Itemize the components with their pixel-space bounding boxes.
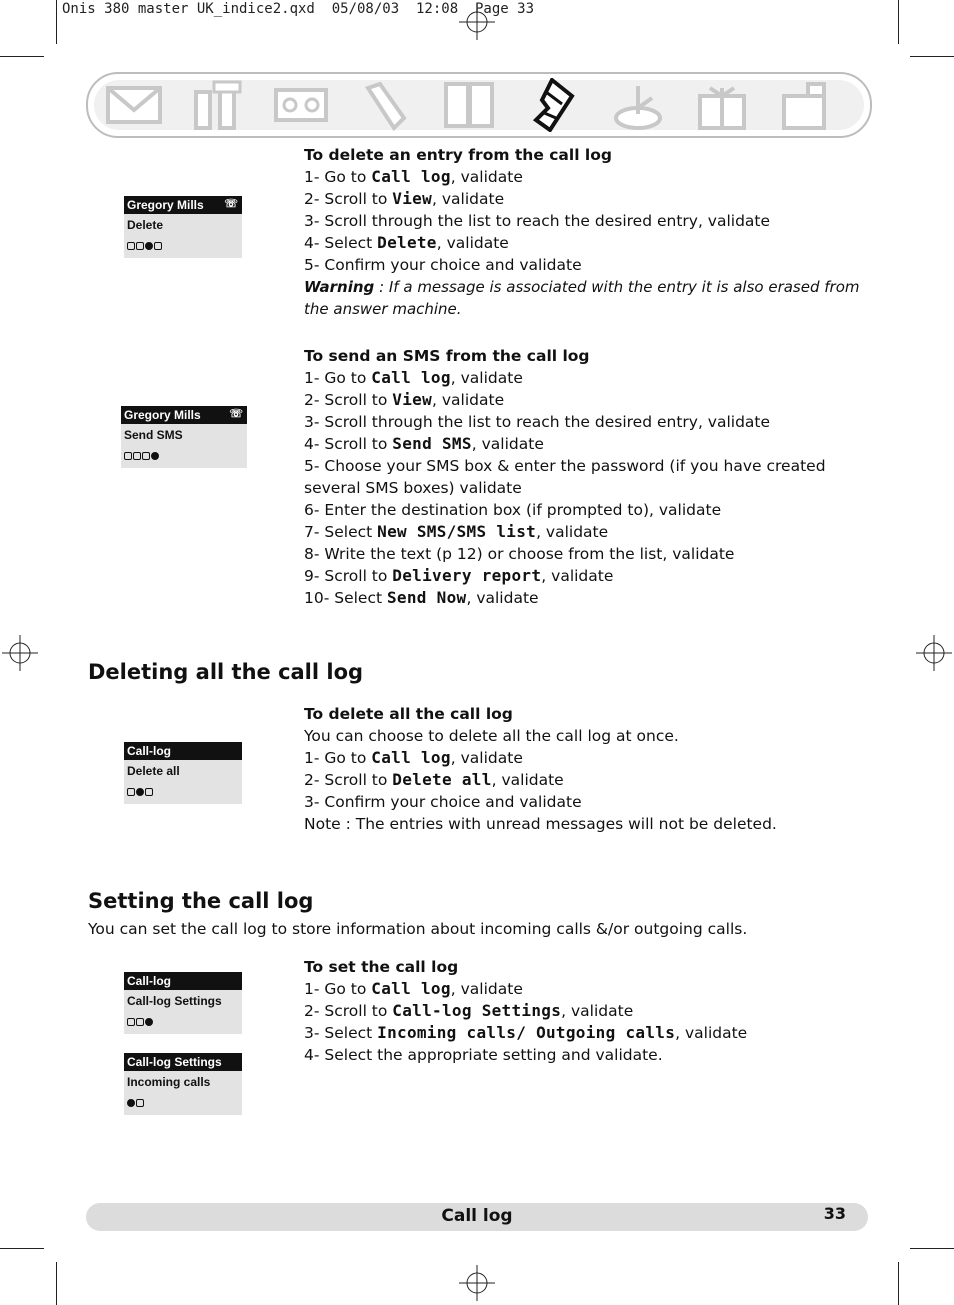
crop-mark: [910, 56, 954, 57]
position-dot: [136, 1099, 144, 1107]
warning-text: : If a message is associated with the entry it is also erased from the answer machine.: [304, 278, 860, 318]
step-text: , validate: [432, 190, 505, 208]
step-text: 1- Go to: [304, 749, 372, 767]
send-sms-heading: To send an SMS from the call log: [304, 347, 590, 365]
delete-entry-heading: To delete an entry from the call log: [304, 146, 612, 164]
step-text: , validate: [450, 369, 523, 387]
screen-title: Call-log Settings: [127, 1055, 222, 1069]
step: [304, 769, 864, 791]
step-text: 4- Select: [304, 234, 378, 252]
registration-mark: [459, 4, 495, 40]
step-text: 7- Select: [304, 523, 378, 541]
step: 3- Scroll through the list to reach the desired entry, validate: [304, 413, 771, 431]
step-text: 1- Go to: [304, 980, 372, 998]
step-text: , validate: [436, 234, 509, 252]
menu-keyword: View: [392, 189, 433, 208]
step-text: , validate: [541, 567, 614, 585]
step-text: , validate: [450, 749, 523, 767]
phone-screen: [124, 972, 242, 1034]
step-text: , validate: [491, 771, 564, 789]
phone-screen: [124, 1053, 242, 1115]
step-text: 9- Scroll to: [304, 567, 393, 585]
position-indicator: [124, 782, 242, 804]
menu-keyword: Send Now: [387, 588, 467, 607]
warning-label: Warning: [304, 278, 375, 296]
set-call-log-section: [304, 956, 864, 1066]
step-text: , validate: [450, 980, 523, 998]
footer-section-label: Call log: [441, 1206, 513, 1226]
menu-keyword: New SMS/SMS list: [377, 522, 537, 541]
page-number: 33: [823, 1204, 846, 1223]
contact-icon: ☏: [229, 408, 243, 420]
delete-all-heading: To delete all the call log: [304, 705, 513, 723]
phonebook-icon: [438, 78, 502, 132]
step-text: 2- Scroll to: [304, 771, 393, 789]
step: [304, 433, 866, 455]
screen-title: Call-log: [127, 744, 171, 758]
phone-screen: [121, 406, 247, 468]
position-dot: [127, 788, 135, 796]
crop-mark: [898, 0, 899, 44]
position-dot: [133, 452, 141, 460]
crop-mark: [910, 1248, 954, 1249]
setting-title: Setting the call log: [88, 889, 314, 913]
phone-handset-icon: [354, 78, 418, 132]
step-text: 4- Scroll to: [304, 435, 393, 453]
screen-menu-item: Incoming calls: [127, 1075, 211, 1089]
crop-mark: [56, 0, 57, 44]
step-text: , validate: [471, 435, 544, 453]
step-text: 2- Scroll to: [304, 1002, 393, 1020]
step-text: , validate: [466, 589, 539, 607]
position-dot: [154, 242, 162, 250]
deleting-all-title: Deleting all the call log: [88, 660, 364, 684]
menu-keyword: Send SMS: [392, 434, 472, 453]
step-text: , validate: [561, 1002, 634, 1020]
step: 4- Select the appropriate setting and validate.: [304, 1046, 663, 1064]
step: 3- Scroll through the list to reach the desired entry, validate: [304, 212, 771, 230]
current-position-dot: [145, 1018, 153, 1026]
step: [304, 521, 866, 543]
position-dot: [145, 788, 153, 796]
contact-icon: ☏: [224, 198, 238, 210]
crop-mark: [898, 1262, 899, 1305]
page-footer: [86, 1203, 868, 1231]
file-slug: Onis 380 master UK_indice2.qxd 05/08/03 12:08 Page 33: [62, 1, 535, 17]
step-text: 10- Select: [304, 589, 387, 607]
screen-menu-item: Delete: [127, 218, 164, 232]
registration-mark: [459, 1265, 495, 1301]
set-call-log-heading: To set the call log: [304, 958, 459, 976]
step: [304, 188, 864, 210]
menu-keyword: Call log: [371, 979, 451, 998]
screen-title-bar: [124, 1053, 242, 1071]
step-text: , validate: [432, 391, 505, 409]
menu-keyword: Delete: [377, 233, 437, 252]
note: Note : The entries with unread messages will not be deleted.: [304, 815, 777, 833]
delete-all-intro: You can choose to delete all the call log at once.: [304, 727, 679, 745]
step-text: , validate: [536, 523, 609, 541]
delete-entry-section: [304, 144, 864, 320]
position-dot: [124, 452, 132, 460]
screen-menu-item: Send SMS: [124, 428, 183, 442]
menu-icon-bar: [86, 72, 872, 138]
registration-mark: [916, 635, 952, 671]
step: 5- Choose your SMS box & enter the password (if you have created several SMS boxes) validate: [304, 457, 826, 497]
cordless-phone-icon: [774, 78, 838, 132]
step: [304, 367, 866, 389]
menu-keyword: Delivery report: [392, 566, 542, 585]
screen-title-bar: [124, 972, 242, 990]
call-log-icon: [522, 78, 586, 132]
position-dot: [136, 1018, 144, 1026]
current-position-dot: [151, 452, 159, 460]
step: [304, 747, 864, 769]
screen-menu-item: Delete all: [127, 764, 180, 778]
step: 5- Confirm your choice and validate: [304, 256, 582, 274]
screen-title: Gregory Mills: [124, 408, 201, 422]
position-indicator: [121, 446, 247, 468]
menu-keyword: Call log: [371, 368, 451, 387]
tools-icon: [186, 78, 250, 132]
step: [304, 587, 866, 609]
position-indicator: [124, 1093, 242, 1115]
position-dot: [136, 242, 144, 250]
step: 3- Confirm your choice and validate: [304, 793, 582, 811]
crop-mark: [56, 1262, 57, 1305]
screen-title-bar: [121, 406, 247, 424]
current-position-dot: [145, 242, 153, 250]
step-text: 1- Go to: [304, 168, 372, 186]
step: [304, 166, 864, 188]
delete-all-section: [304, 703, 864, 835]
menu-keyword: Delete all: [392, 770, 492, 789]
send-sms-section: [304, 345, 866, 609]
warning-note: [304, 276, 864, 320]
alarm-clock-icon: [606, 78, 670, 132]
screen-title: Gregory Mills: [127, 198, 204, 212]
step-text: 2- Scroll to: [304, 391, 393, 409]
setting-intro: You can set the call log to store information about incoming calls &/or outgoing calls.: [88, 920, 748, 938]
step: 6- Enter the destination box (if prompted to), validate: [304, 501, 722, 519]
position-dot: [142, 452, 150, 460]
gift-icon: [690, 78, 754, 132]
screen-title-bar: [124, 742, 242, 760]
position-dot: [127, 242, 135, 250]
step-text: 3- Select: [304, 1024, 378, 1042]
phone-screen: [124, 742, 242, 804]
screen-title: Call-log: [127, 974, 171, 988]
registration-mark: [2, 635, 38, 671]
step: [304, 232, 864, 254]
position-indicator: [124, 236, 242, 258]
crop-mark: [0, 56, 44, 57]
screen-menu-item: Call-log Settings: [127, 994, 222, 1008]
menu-keyword: Call log: [371, 748, 451, 767]
crop-mark: [0, 1248, 44, 1249]
menu-keyword: Call log: [371, 167, 451, 186]
answering-machine-icon: [270, 78, 334, 132]
step-text: 1- Go to: [304, 369, 372, 387]
step-text: 2- Scroll to: [304, 190, 393, 208]
step-text: , validate: [675, 1024, 748, 1042]
step: [304, 1022, 864, 1044]
step: [304, 389, 866, 411]
step: [304, 1000, 864, 1022]
step-text: , validate: [450, 168, 523, 186]
screen-title-bar: [124, 196, 242, 214]
current-position-dot: [127, 1099, 135, 1107]
current-position-dot: [136, 788, 144, 796]
position-dot: [127, 1018, 135, 1026]
step: [304, 565, 866, 587]
menu-keyword: Call-log Settings: [392, 1001, 562, 1020]
step: 8- Write the text (p 12) or choose from the list, validate: [304, 545, 735, 563]
menu-keyword: Incoming calls/ Outgoing calls: [377, 1023, 676, 1042]
phone-screen: [124, 196, 242, 258]
envelope-icon: [102, 78, 166, 132]
step: [304, 978, 864, 1000]
position-indicator: [124, 1012, 242, 1034]
menu-keyword: View: [392, 390, 433, 409]
